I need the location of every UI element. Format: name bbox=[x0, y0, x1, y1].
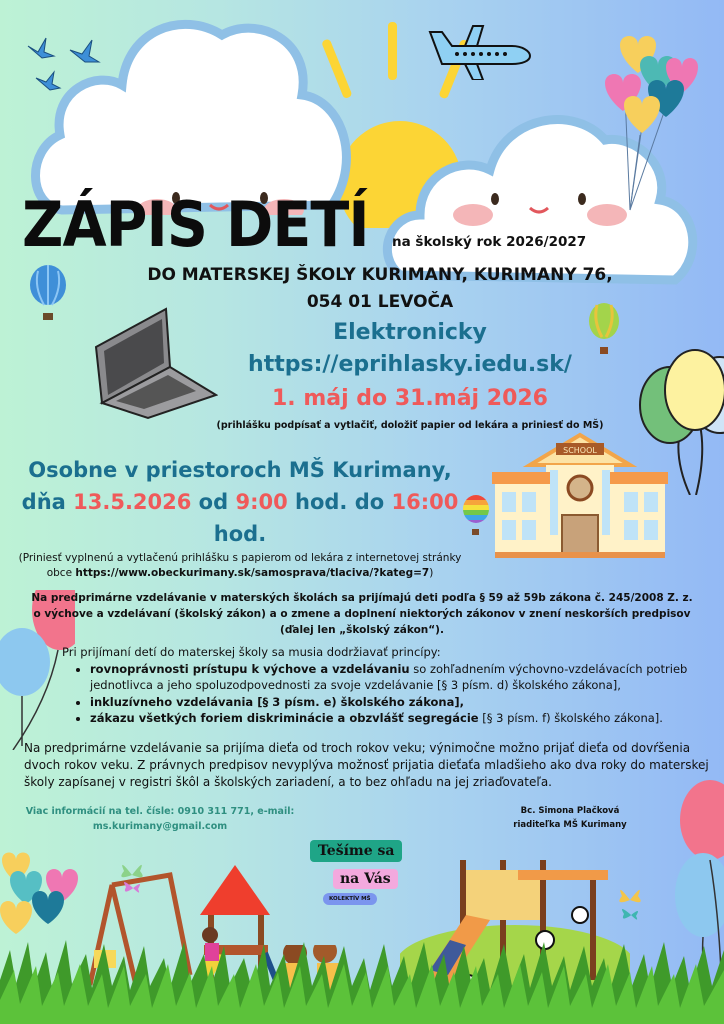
from-label: od bbox=[191, 490, 236, 514]
eprihlasky-link[interactable]: https://eprihlasky.iedu.sk/ bbox=[248, 352, 572, 377]
airplane-icon bbox=[425, 20, 535, 80]
electronic-note: (prihlášku podpísať a vytlačiť, doložiť papier od lekára a priniesť do MŠ) bbox=[216, 420, 604, 431]
principles-list bbox=[62, 661, 702, 727]
principle-bold: inkluzívneho vzdelávania [§ 3 písm. e) školského zákona], bbox=[90, 694, 465, 709]
school-sign-text: SCHOOL bbox=[563, 446, 597, 455]
prefix-text: dňa bbox=[21, 490, 74, 514]
list-item bbox=[90, 694, 702, 711]
in-person-note bbox=[10, 551, 470, 581]
contact-info bbox=[20, 804, 300, 834]
law-paragraph: Na predprimárne vzdelávanie v materských školách sa prijímajú deti podľa § 59 až 59b zákona č. 245/2008 Z. z. o výchove a vzdelávaní (školský zákon) a o zmene a doplnení niektorých zákonov v znení neskorších predpisov (ďalej len „školský zákon“). bbox=[31, 592, 693, 636]
principles-section bbox=[62, 644, 702, 727]
grass-illustration bbox=[0, 940, 724, 1024]
page-title: ZÁPIS DETÍ bbox=[22, 188, 369, 261]
principle-bold: rovnoprávnosti prístupu k výchove a vzdelávaniu bbox=[90, 661, 410, 676]
butterfly-icon-right bbox=[615, 880, 645, 925]
tag-kolektiv: KOLEKTÍV MŠ bbox=[323, 893, 377, 905]
age-paragraph: Na predprimárne vzdelávanie sa prijíma dieťa od troch rokov veku; výnimočne možno prijať dieťa od dovŕšenia dvoch rokov veku. Z právnych predpisov nevyplýva možnosť prijatia dieťaťa mladšieho ako dva roky do materskej školy zapísanej v registri škôl a školských zariadení, a to bez ohľadu na jej zriaďovateľa. bbox=[24, 741, 709, 789]
obec-forms-link[interactable]: https://www.obeckurimany.sk/samosprava/tlaciva/?kateg=7 bbox=[75, 567, 430, 579]
signature-role: riaditeľka MŠ Kurimany bbox=[513, 820, 627, 830]
contact-phone-line: Viac informácií na tel. čísle: 0910 311 771, e-mail: bbox=[25, 806, 295, 817]
address-line-2: 054 01 LEVOČA bbox=[306, 292, 454, 312]
principle-rest: [§ 3 písm. f) školského zákona]. bbox=[478, 711, 663, 725]
principles-intro: Pri prijímaní detí do materskej školy sa musia dodržiavať princípy: bbox=[62, 645, 441, 659]
in-person-heading: Osobne v priestoroch MŠ Kurimany, bbox=[28, 458, 452, 482]
tag-tesime-sa: Tešíme sa bbox=[310, 840, 402, 862]
signature-name: Bc. Simona Plačková bbox=[520, 806, 620, 816]
electronic-date-range: 1. máj do 31.máj 2026 bbox=[272, 386, 548, 411]
list-item bbox=[90, 710, 702, 727]
electronic-label: Elektronicky bbox=[333, 320, 487, 345]
note-end: ) bbox=[429, 567, 434, 579]
note-text: (Priniesť vyplnenú a vytlačenú prihlášku s papierom od lekára z internetovej stránky obce bbox=[18, 552, 462, 579]
birds-icon bbox=[22, 28, 112, 98]
signature bbox=[500, 804, 640, 832]
list-item bbox=[90, 661, 702, 694]
time-from: 9:00 bbox=[235, 490, 288, 514]
in-person-suffix: hod. bbox=[213, 522, 267, 546]
butterfly-icon bbox=[118, 855, 146, 895]
principle-bold: zákazu všetkých foriem diskriminácie a obzvlášť segregácie bbox=[90, 711, 479, 725]
in-person-date: 13.5.2026 bbox=[73, 490, 192, 514]
heart-balloons-icon bbox=[600, 25, 710, 215]
in-person-datetime bbox=[10, 490, 470, 514]
round-balloons-icon bbox=[630, 345, 724, 495]
to-label: hod. do bbox=[287, 490, 392, 514]
time-to: 16:00 bbox=[391, 490, 459, 514]
principle-rest: so zohľadnením výchovno-vzdelávacích potrieb jednotlivca a jeho spoluzodpovednosti za svoje vzdelávanie [§ 3 písm. d) školského zákona], bbox=[90, 661, 688, 692]
contact-email-link[interactable]: ms.kurimany@gmail.com bbox=[92, 821, 228, 832]
address-line-1: DO MATERSKEJ ŠKOLY KURIMANY, KURIMANY 76, bbox=[147, 265, 613, 285]
tag-na-vas: na Vás bbox=[333, 869, 398, 889]
school-year-subtitle: na školský rok 2026/2027 bbox=[392, 234, 587, 250]
